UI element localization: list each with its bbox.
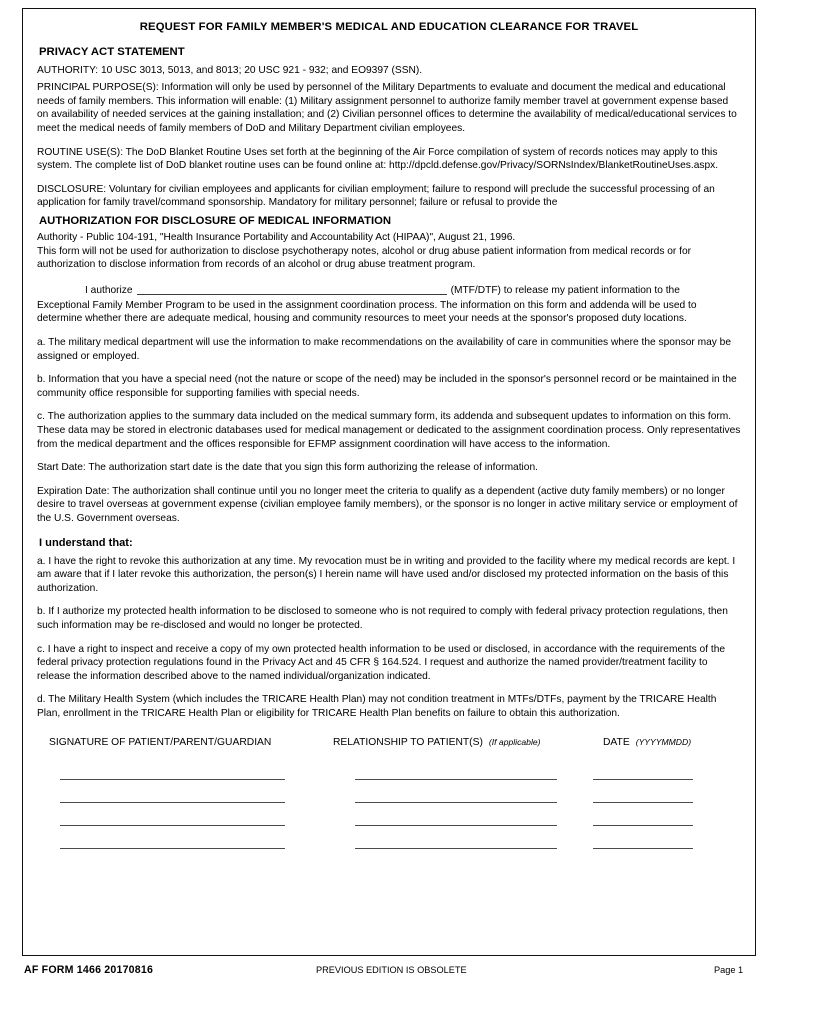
- understand-item-b: b. If I authorize my protected health information to be disclosed to someone who is not required to comply with federal privacy protection regulations, then such information may be re-disclosed and would no longer be protected.: [37, 606, 728, 631]
- authorize-fill-in-row: [37, 282, 741, 298]
- authorization-heading: AUTHORIZATION FOR DISCLOSURE OF MEDICAL INFORMATION: [39, 215, 392, 227]
- form-border-box: [22, 8, 756, 956]
- authorization-not-used-line: This form will not be used for authorization to disclose psychotherapy notes, alcohol or drug abuse patient information from medical records or for authorization to disclose information from records of an alcohol or drug abuse treatment program.: [37, 245, 692, 271]
- form-identifier: AF FORM 1466 20170816: [24, 964, 154, 976]
- date-line-row2[interactable]: [593, 802, 693, 803]
- signature-line-row3[interactable]: [60, 825, 285, 826]
- understand-item-d: d. The Military Health System (which includes the TRICARE Health Plan) may not condition treatment in MTFs/DTFs, payment by the TRICARE Health Plan, enrollment in the TRICARE Health Plan or eligibility for TRICARE Health Plan benefits on failure to obtain this authorization.: [37, 694, 717, 719]
- signature-entry-lines: [37, 779, 741, 865]
- expiration-date-paragraph: Expiration Date: The authorization shall continue until you no longer meet the criteria to qualify as a dependent (active duty family members) or no longer desire to travel overseas at government expense (civilian employee family members), or the sponsor is no longer in active military service or employment of the U.S. Government overseas.: [37, 485, 738, 525]
- authorization-authority-line: Authority - Public 104-191, "Health Insurance Portability and Accountability Act (HIPAA)", August 21, 1996.: [37, 232, 516, 244]
- relationship-line-row1[interactable]: [355, 779, 557, 780]
- signature-column-label: SIGNATURE OF PATIENT/PARENT/GUARDIAN: [49, 736, 272, 748]
- signature-line-row1[interactable]: [60, 779, 285, 780]
- i-understand-heading: I understand that:: [39, 536, 133, 549]
- privacy-act-routine-use: ROUTINE USE(S): The DoD Blanket Routine Uses set forth at the beginning of the Air Force compilation of system of records notices may apply to this system. The complete list of DoD blanket routine uses can be found online at: http://dpcld.defense.gov/Privacy/SORNsIndex/BlanketRoutineUses.aspx.: [37, 146, 719, 172]
- page-number: Page 1: [714, 965, 744, 975]
- i-authorize-label: I authorize: [85, 284, 133, 296]
- relationship-label-text: RELATIONSHIP TO PATIENT(S): [333, 736, 483, 748]
- relationship-line-row2[interactable]: [355, 802, 557, 803]
- authorization-item-c: c. The authorization applies to the summary data included on the medical summary form, its addenda and subsequent updates to information on this form. These data may be stored in electronic databases used for medical management or dedicated to the assignment coordination process. Only representatives from the medical department and the offices responsible for EFMP assignment coordination will have access to the information.: [37, 411, 741, 450]
- date-column-label: [603, 737, 691, 748]
- privacy-act-principal-purpose: PRINCIPAL PURPOSE(S): Information will only be used by personnel of the Military Departments to evaluate and document the medical and educational needs of family members. This information will enable: (1) Military assignment personnel to authorize family member travel at government expense based on availability of needed services at the gaining installation; and (2) Civilian personnel offices to determine the availability of medical/educational services to meet the medical needs of family members of DoD and Military Department civilian employees.: [37, 82, 737, 135]
- date-line-row1[interactable]: [593, 779, 693, 780]
- relationship-line-row4[interactable]: [355, 848, 557, 849]
- relationship-column-label: [333, 737, 541, 748]
- authorization-continuation: Exceptional Family Member Program to be used in the assignment coordination process. The information on this form and addenda will be used to determine whether there are adequate medical, housing and community resources to meet your needs at the sponsor's proposed duty locations.: [37, 299, 697, 325]
- date-line-row4[interactable]: [593, 848, 693, 849]
- privacy-act-heading: PRIVACY ACT STATEMENT: [39, 45, 185, 58]
- relationship-line-row3[interactable]: [355, 825, 557, 826]
- date-label-text: DATE: [603, 736, 630, 748]
- signature-line-row4[interactable]: [60, 848, 285, 849]
- signature-line-row2[interactable]: [60, 802, 285, 803]
- signature-column-headers: [37, 737, 741, 757]
- form-content: [23, 9, 755, 865]
- page-title: REQUEST FOR FAMILY MEMBER'S MEDICAL AND EDUCATION CLEARANCE FOR TRAVEL: [139, 21, 639, 33]
- mtf-dtf-suffix-label: (MTF/DTF) to release my patient information to the: [450, 284, 680, 296]
- privacy-act-disclosure: DISCLOSURE: Voluntary for civilian employees and applicants for civilian employment; failure to respond will preclude the successful processing of an application for family travel/command sponsorship. Mandatory for military personnel; failure or refusal to provide the: [37, 183, 715, 209]
- understand-item-c: c. I have a right to inspect and receive a copy of my own protected health information to be used or disclosed, in accordance with the requirements of the federal privacy protection regulations found in the Privacy Act and 45 CFR § 164.524. I request and authorize the named provider/treatment facility to release the information described above to the named individual/organization indicated.: [37, 643, 726, 682]
- relationship-applicability-note: (If applicable): [488, 736, 541, 747]
- page-footer: [22, 964, 782, 984]
- previous-edition-notice: PREVIOUS EDITION IS OBSOLETE: [316, 965, 467, 975]
- privacy-act-authority: AUTHORITY: 10 USC 3013, 5013, and 8013; 20 USC 921 - 932; and EO9397 (SSN).: [37, 64, 423, 76]
- authorization-item-a: a. The military medical department will use the information to make recommendations on the availability of care in communities where the sponsor may be assigned or employed.: [37, 337, 732, 362]
- understand-item-a: a. I have the right to revoke this authorization at any time. My revocation must be in writing and provided to the facility where my medical records are kept. I am aware that if I later revoke this authorization, the person(s) I herein name will have used and/or disclosed my protected information on the basis of this authorization.: [37, 555, 736, 594]
- start-date-paragraph: Start Date: The authorization start date is the date that you sign this form authorizing the release of information.: [37, 462, 538, 474]
- date-line-row3[interactable]: [593, 825, 693, 826]
- authorization-item-b: b. Information that you have a special need (not the nature or scope of the need) may be included in the sponsor's personnel record or be maintained in the community office responsible for supporting families with special needs.: [37, 374, 737, 399]
- date-format-note: (YYYYMMDD): [635, 736, 692, 747]
- mtf-dtf-input-line[interactable]: [137, 282, 447, 295]
